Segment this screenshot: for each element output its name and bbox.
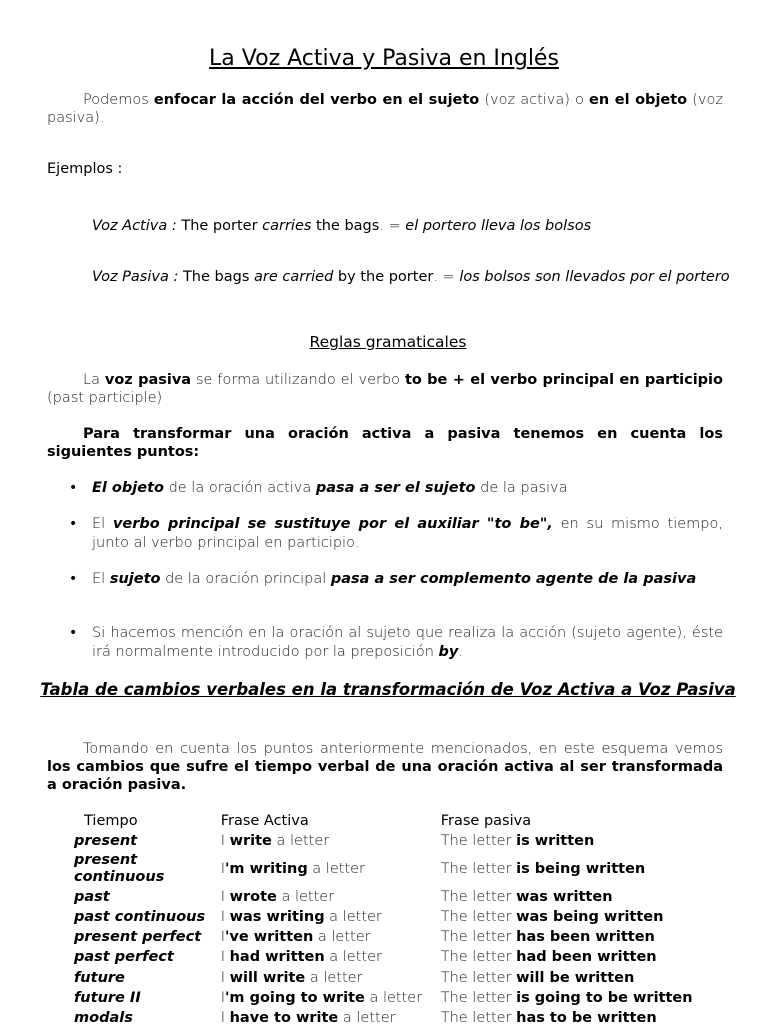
example-passive <box>92 268 768 286</box>
cell-text: The letter <box>440 1009 517 1026</box>
cell-bold: is written <box>516 832 595 849</box>
column-header-passive: Frase pasiva <box>440 812 532 829</box>
bold-italic-text: pasa a ser complemento agente de la pasiva <box>330 571 697 587</box>
plain-text: de la oración principal <box>160 571 331 587</box>
cell-bold: is being written <box>516 860 646 877</box>
cell-text: I <box>220 969 230 986</box>
bullet-icon: • <box>69 480 78 496</box>
cell-text: The letter <box>440 908 517 925</box>
table-header-row <box>72 811 768 831</box>
transform-paragraph: Para transformar una oración activa a pasiva tenemos en cuenta los siguientes puntos: <box>47 426 723 460</box>
tense-cell: present <box>74 832 138 849</box>
cell-text: The letter <box>440 888 517 905</box>
cell-text: I <box>220 832 230 849</box>
examples-label: Ejemplos : <box>47 161 123 177</box>
table-row <box>72 928 768 948</box>
example-text: The porter <box>176 218 263 234</box>
verb-tense-table <box>72 811 768 1029</box>
passive-cell <box>439 831 768 851</box>
example-passive-label: Voz Pasiva : <box>92 269 179 285</box>
table-row <box>72 851 768 887</box>
table-row <box>72 831 768 851</box>
cell-text: I <box>220 949 230 966</box>
tense-cell: modals <box>74 1009 133 1026</box>
cell-text: The letter <box>440 989 517 1006</box>
passive-cell <box>439 887 768 907</box>
cell-text: a letter <box>305 969 363 986</box>
bold-italic-text: by <box>438 644 459 660</box>
active-cell <box>219 1008 439 1028</box>
page-title: La Voz Activa y Pasiva en Inglés <box>209 46 559 71</box>
example-text: by the porter <box>333 269 434 285</box>
plain-text: . <box>458 644 463 660</box>
active-cell <box>219 988 439 1008</box>
cell-text: The letter <box>440 969 517 986</box>
tense-cell: present continuous <box>74 852 165 886</box>
example-verb: are carried <box>254 269 334 285</box>
cell-bold: has to be written <box>516 1009 657 1026</box>
cell-bold: 've written <box>224 929 314 946</box>
cell-text: a letter <box>324 949 382 966</box>
intro-text: (voz pasiva). <box>47 92 723 126</box>
example-text: The bags <box>178 269 254 285</box>
cell-bold: have to write <box>229 1009 339 1026</box>
bold-italic-text: El objeto <box>92 480 164 496</box>
passive-cell <box>439 907 768 927</box>
cell-text: a letter <box>364 989 423 1006</box>
rule-bold: voz pasiva <box>104 372 192 388</box>
passive-cell <box>439 968 768 988</box>
table-intro-text: . <box>180 777 187 793</box>
table-row <box>72 1008 768 1028</box>
bold-italic-text: pasa a ser el sujeto <box>315 480 476 496</box>
passive-cell <box>439 1008 768 1028</box>
example-text: . = <box>379 218 406 234</box>
cell-text: The letter <box>440 929 517 946</box>
intro-text: Podemos <box>83 92 154 108</box>
cell-bold: 'm writing <box>224 860 308 877</box>
passive-cell <box>439 851 768 887</box>
table-intro-text: Tomando en cuenta los puntos anteriormente mencionados, en este esquema vemos <box>83 741 723 757</box>
cell-bold: is going to be written <box>516 989 693 1006</box>
passive-cell <box>439 948 768 968</box>
table-row <box>72 948 768 968</box>
rule-text: La <box>83 372 105 388</box>
cell-text: a letter <box>276 888 335 905</box>
list-item-text <box>92 479 723 498</box>
active-cell <box>219 948 439 968</box>
tense-cell: past continuous <box>74 908 206 925</box>
cell-bold: will write <box>229 969 306 986</box>
rule-text: (past participle) <box>47 390 163 406</box>
example-verb: carries <box>262 218 312 234</box>
cell-bold: will be written <box>516 969 635 986</box>
column-header-active: Frase Activa <box>220 812 309 829</box>
plain-text: Si hacemos mención en la oración al sujeto que realiza la acción (sujeto agente), éste irá normalmente introducido por la preposición <box>92 625 723 660</box>
cell-bold: write <box>229 832 272 849</box>
cell-text: I <box>220 1009 230 1026</box>
active-cell <box>219 831 439 851</box>
table-intro-bold: los cambios que sufre el tiempo verbal de una oración activa al ser transformada a oración pasiva <box>47 759 723 793</box>
cell-bold: wrote <box>229 888 277 905</box>
bold-italic-text: verbo principal se sustituye por el auxiliar "to be", <box>112 516 553 532</box>
tense-cell: future II <box>74 989 141 1006</box>
bullet-icon: • <box>69 625 78 641</box>
list-item-text <box>92 624 723 662</box>
rule-text: se forma utilizando el verbo <box>191 372 405 388</box>
active-cell <box>219 907 439 927</box>
example-translation: los bolsos son llevados por el portero <box>459 269 730 285</box>
cell-text: The letter <box>440 832 517 849</box>
plain-text: de la oración activa <box>163 480 316 496</box>
table-intro-paragraph <box>47 740 723 794</box>
cell-text: a letter <box>338 1009 396 1026</box>
intro-bold-object: en el objeto <box>589 92 688 108</box>
bullet-icon: • <box>69 516 78 532</box>
rule-bold: to be + el verbo principal en participio <box>404 372 723 388</box>
active-cell <box>219 887 439 907</box>
cell-bold: 'm going to write <box>224 989 365 1006</box>
table-row <box>72 907 768 927</box>
intro-text: (voz activa) o <box>479 92 590 108</box>
cell-bold: has been written <box>516 929 655 946</box>
cell-text: a letter <box>307 860 366 877</box>
table-row <box>72 988 768 1008</box>
intro-bold-subject: enfocar la acción del verbo en el sujeto <box>153 92 480 108</box>
cell-text: I <box>220 908 230 925</box>
example-active-label: Voz Activa : <box>92 218 177 234</box>
example-text: the bags <box>311 218 380 234</box>
cell-text: I <box>220 888 230 905</box>
active-cell <box>219 968 439 988</box>
bullet-icon: • <box>69 571 78 587</box>
cell-text: I <box>220 989 225 1006</box>
plain-text: en su mismo tiempo, junto al verbo principal en participio. <box>92 516 723 551</box>
passive-cell <box>439 988 768 1008</box>
cell-text: The letter <box>440 949 517 966</box>
cell-bold: was being written <box>516 908 664 925</box>
list-item-text <box>92 570 723 589</box>
bold-italic-text: sujeto <box>109 571 161 587</box>
table-heading: Tabla de cambios verbales en la transformación de Voz Activa a Voz Pasiva <box>40 680 736 699</box>
cell-text: a letter <box>271 832 330 849</box>
cell-text: a letter <box>313 929 371 946</box>
cell-bold: was writing <box>229 908 325 925</box>
active-cell <box>219 851 439 887</box>
cell-text: The letter <box>440 860 517 877</box>
cell-bold: had been written <box>516 949 657 966</box>
cell-bold: had written <box>229 949 325 966</box>
cell-bold: was written <box>516 888 613 905</box>
example-translation: el portero lleva los bolsos <box>405 218 592 234</box>
example-active <box>92 217 768 235</box>
tense-cell: present perfect <box>74 929 202 946</box>
cell-text: I <box>220 860 225 877</box>
rules-heading: Reglas gramaticales <box>309 333 467 351</box>
plain-text: El <box>92 516 113 532</box>
tense-cell: future <box>74 969 125 986</box>
plain-text: de la pasiva <box>475 480 568 496</box>
intro-paragraph <box>47 91 723 127</box>
passive-cell <box>439 928 768 948</box>
active-cell <box>219 928 439 948</box>
tense-cell: past perfect <box>74 949 174 966</box>
list-item-text <box>92 515 723 553</box>
cell-text: I <box>220 929 225 946</box>
rule-paragraph <box>47 371 723 407</box>
column-header-tense: Tiempo <box>84 812 138 829</box>
example-text: . = <box>433 269 460 285</box>
plain-text: El <box>92 571 110 587</box>
tense-cell: past <box>74 888 110 905</box>
table-row <box>72 887 768 907</box>
cell-text: a letter <box>324 908 382 925</box>
table-row <box>72 968 768 988</box>
